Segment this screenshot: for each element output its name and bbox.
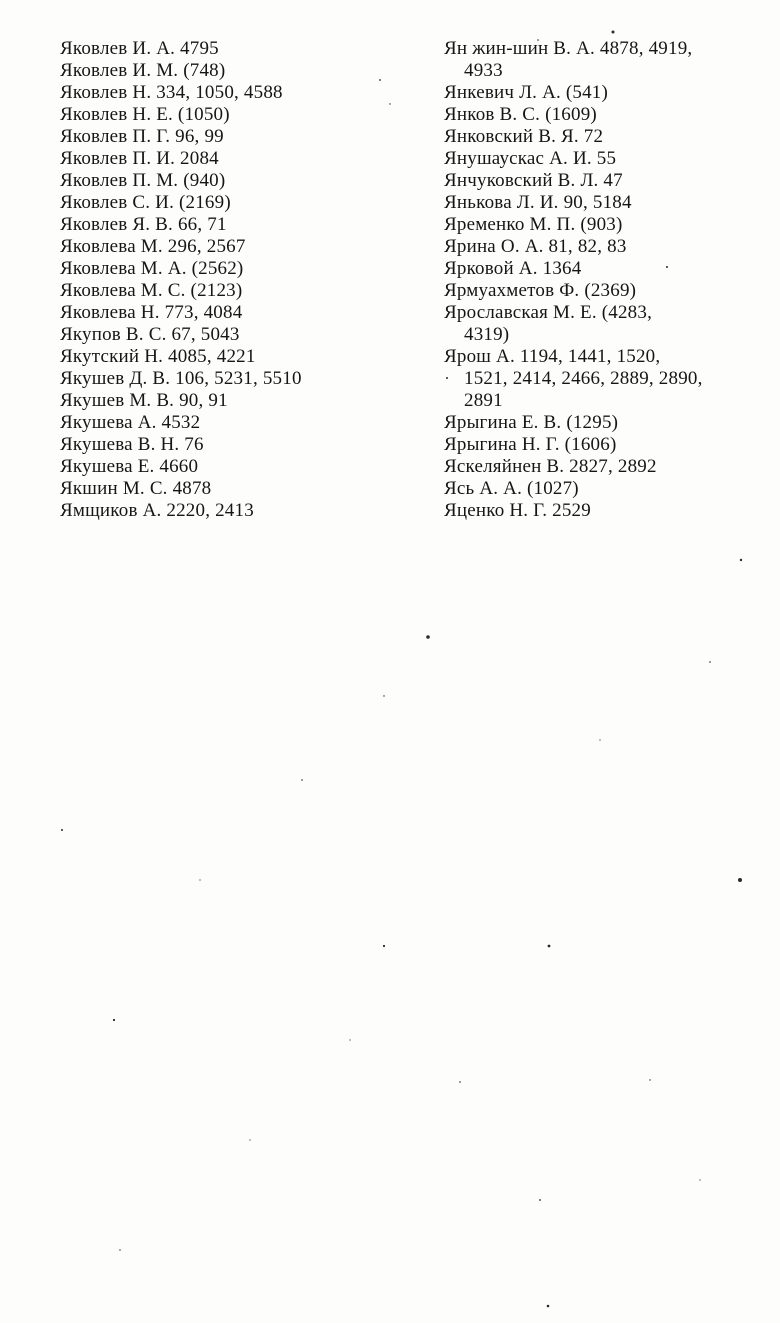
- index-entry: Яременко М. П. (903): [444, 214, 623, 235]
- index-entry: Якутский Н. 4085, 4221: [60, 346, 256, 367]
- index-entry: Ярина О. А. 81, 82, 83: [444, 236, 627, 257]
- index-entry: [444, 302, 744, 346]
- entry-continuation: 4319): [464, 324, 510, 345]
- index-entry: [444, 346, 744, 412]
- index-entry: Янушаускас А. И. 55: [444, 148, 617, 169]
- index-entry: Яковлева М. А. (2562): [60, 258, 244, 279]
- index-entry: Яковлев Н. Е. (1050): [60, 104, 230, 125]
- index-entry: Яковлев И. А. 4795: [60, 38, 219, 59]
- index-entry: Яковлева М. С. (2123): [60, 280, 243, 301]
- index-entry: Яценко Н. Г. 2529: [444, 500, 591, 521]
- index-entry: Яскеляйнен В. 2827, 2892: [444, 456, 657, 477]
- index-entry: Якшин М. С. 4878: [60, 478, 212, 499]
- index-entry: Яковлев П. Г. 96, 99: [60, 126, 224, 147]
- index-entry: Янков В. С. (1609): [444, 104, 597, 125]
- entry-line: Ян жин-шин В. А. 4878, 4919,: [444, 38, 693, 59]
- index-entry: Ясь А. А. (1027): [444, 478, 579, 499]
- index-entry: Янчуковский В. Л. 47: [444, 170, 623, 191]
- entry-line: Ярош А. 1194, 1441, 1520,: [444, 346, 661, 367]
- index-column-right: [444, 38, 744, 522]
- index-entry: Янковский В. Я. 72: [444, 126, 604, 147]
- index-entry: Яковлев П. М. (940): [60, 170, 226, 191]
- index-entry: Ярковой А. 1364: [444, 258, 582, 279]
- index-entry: Янкевич Л. А. (541): [444, 82, 609, 103]
- index-column-left: [60, 38, 390, 522]
- index-entry: Якушева А. 4532: [60, 412, 201, 433]
- index-entry: Яковлев П. И. 2084: [60, 148, 219, 169]
- index-entry: Ярыгина Е. В. (1295): [444, 412, 619, 433]
- index-entry: Яковлев И. М. (748): [60, 60, 226, 81]
- index-entry: [444, 38, 744, 82]
- index-entry: Яковлева М. 296, 2567: [60, 236, 246, 257]
- index-entry: Якушева Е. 4660: [60, 456, 199, 477]
- index-entry: Яковлева Н. 773, 4084: [60, 302, 243, 323]
- index-entry: Янькова Л. И. 90, 5184: [444, 192, 632, 213]
- index-entry: Якупов В. С. 67, 5043: [60, 324, 240, 345]
- index-entry: Яковлев С. И. (2169): [60, 192, 231, 213]
- index-entry: Яковлев Я. В. 66, 71: [60, 214, 227, 235]
- index-entry: Яковлев Н. 334, 1050, 4588: [60, 82, 283, 103]
- index-entry: Ямщиков А. 2220, 2413: [60, 500, 254, 521]
- index-entry: Ярыгина Н. Г. (1606): [444, 434, 617, 455]
- entry-continuation: 2891: [464, 390, 503, 411]
- index-entry: Якушев М. В. 90, 91: [60, 390, 228, 411]
- index-entry: Якушев Д. В. 106, 5231, 5510: [60, 368, 302, 389]
- entry-continuation: 1521, 2414, 2466, 2889, 2890,: [464, 368, 703, 389]
- index-entry: Ярмуахметов Ф. (2369): [444, 280, 637, 301]
- index-entry: Якушева В. Н. 76: [60, 434, 204, 455]
- entry-line: Ярославская М. Е. (4283,: [444, 302, 653, 323]
- entry-continuation: 4933: [464, 60, 503, 81]
